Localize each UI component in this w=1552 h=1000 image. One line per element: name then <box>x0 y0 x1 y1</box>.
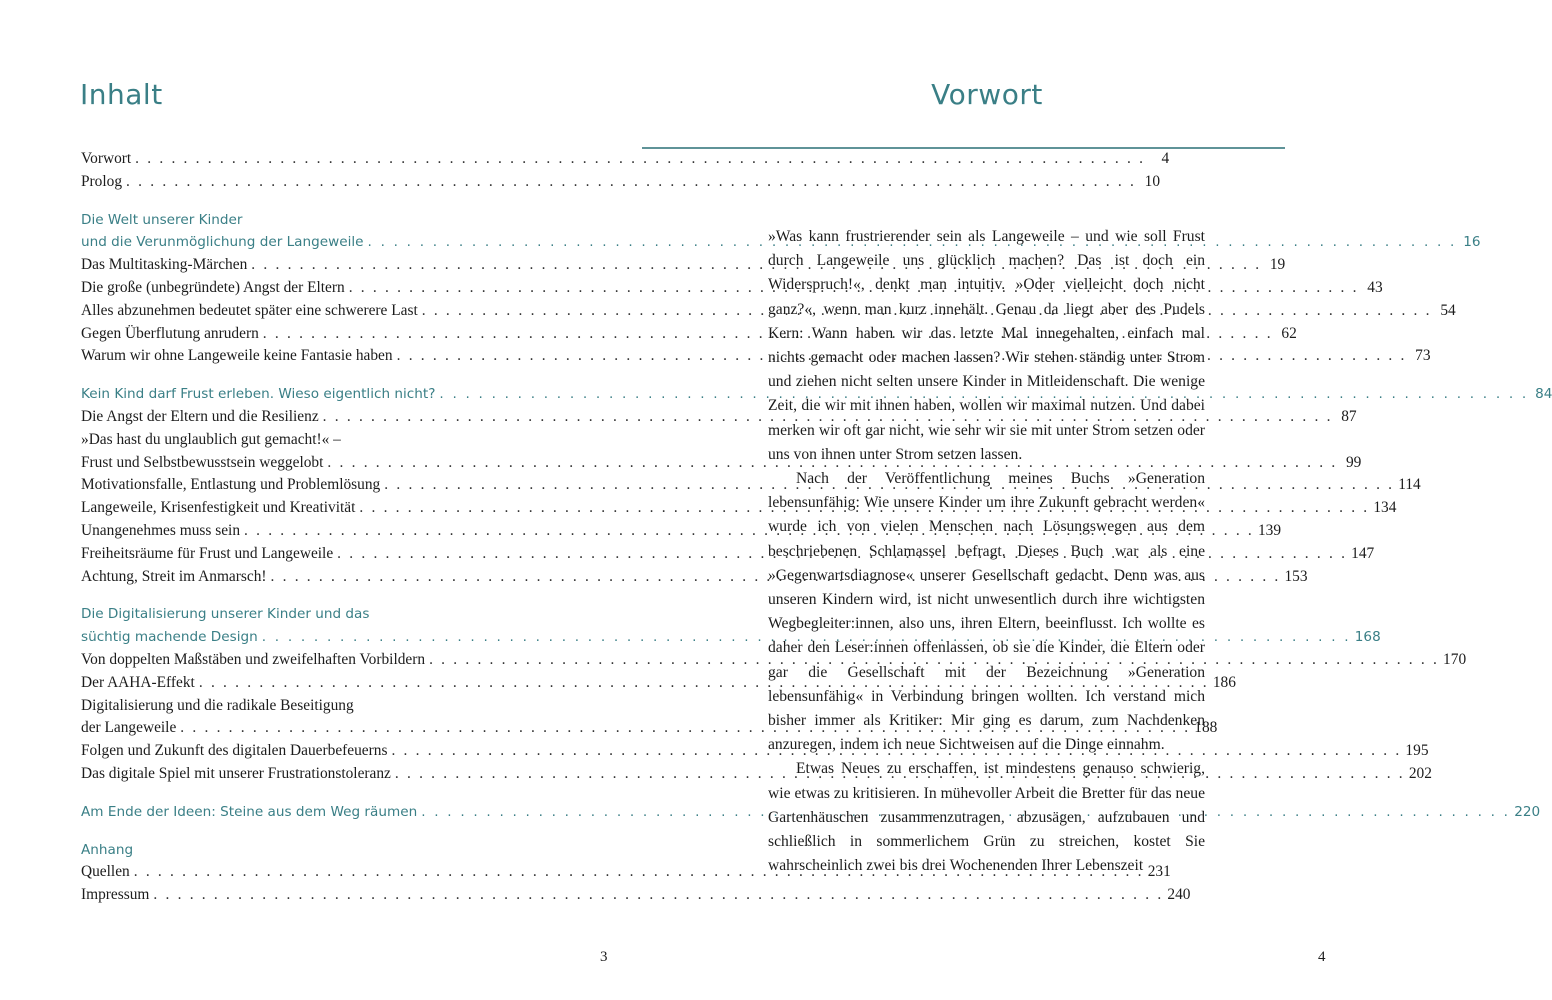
toc-entry <box>81 452 1362 475</box>
toc-entry-label: Alles abzunehmen bedeutet später eine schwerere Last <box>81 301 418 319</box>
toc-page-number: 73 <box>1415 347 1431 365</box>
toc-page-number: 43 <box>1367 278 1383 296</box>
toc-entry <box>81 566 1308 589</box>
toc-entry-line: »Das hast du unglaublich gut gemacht!« – <box>81 430 341 448</box>
toc-entry-label: Die Angst der Eltern und die Resilienz <box>81 407 319 425</box>
toc-entry <box>81 763 1432 786</box>
toc-entry-label: Von doppelten Maßstäben und zweifelhaften Vorbildern <box>81 650 426 668</box>
toc-entry-label: Das digitale Spiel mit unserer Frustrationstoleranz <box>81 764 391 782</box>
toc-entry <box>81 884 1191 907</box>
toc-entry <box>81 345 1431 368</box>
toc-page-number: 19 <box>1269 256 1286 274</box>
toc-chapter-entry <box>81 801 1541 824</box>
toc-page-number: 186 <box>1212 673 1236 691</box>
toc-entry-label: Freiheitsräume für Frust und Langeweile <box>81 544 334 562</box>
toc-entry-label: Prolog <box>81 172 123 190</box>
toc-entry-label: Warum wir ohne Langeweile keine Fantasie haben <box>81 347 393 365</box>
toc-page-number: 99 <box>1345 453 1362 471</box>
toc-entry-label: Kein Kind darf Frust erleben. Wieso eigentlich nicht? <box>81 386 436 403</box>
toc-entry <box>81 474 1421 497</box>
foreword-paragraph: Nach der Veröffentlichung meines Buchs »Generation lebensunfähig: Wie unsere Kinder um ihre Zukunft gebracht werden« wurde ich von vielen Menschen nach Lösungswegen aus dem beschriebenen Schlamassel befragt. Dieses Buch war als eine »Gegenwartsdiagnose« unserer Gesellschaft gedacht. Denn was aus unseren Kindern wird, ist nicht unwesentlich durch ihre wichtigsten Wegbegleiter:innen, also uns, ihren Eltern, beeinflusst. Ich wollte es daher den Leser:innen offenlassen, ob sie die Kinder, die Eltern oder gar die Gesellschaft mit der Bezeichnung »Generation lebensunfähig« in Verbindung bringen wollten. Ich verstand mich bisher immer als Kritiker: Mir ging es darum, zum Nachdenken anzuregen, indem ich neue Sichtweisen auf die Dinge einnahm. <box>768 470 1205 754</box>
toc-page-number: 4 <box>1161 150 1170 167</box>
toc-entry <box>81 497 1397 520</box>
toc-entry-label: Gegen Überflutung anrudern <box>81 324 259 342</box>
toc-entry-label: und die Verunmöglichung der Langeweile <box>81 234 364 251</box>
foreword-title: Vorwort <box>931 78 1043 111</box>
toc-entry <box>81 406 1357 429</box>
toc-entry-label: Die große (unbegründete) Angst der Eltern <box>81 278 345 296</box>
toc-page-number: 188 <box>1194 719 1218 737</box>
toc-page-number: 240 <box>1167 886 1191 904</box>
toc-entry-label: Vorwort <box>81 150 132 167</box>
toc-entry <box>81 649 1467 672</box>
toc-page-number: 16 <box>1463 234 1481 251</box>
toc-entry-label: Motivationsfalle, Entlastung und Problemlösung <box>81 476 381 494</box>
toc-title: Inhalt <box>80 78 163 111</box>
toc-page-number: 168 <box>1354 629 1381 646</box>
toc-chapter-section <box>81 383 1552 588</box>
toc-page-number: 84 <box>1535 386 1552 403</box>
toc-entry-line: Digitalisierung und die radikale Beseitigung <box>81 696 354 714</box>
toc-front-matter <box>81 148 1170 194</box>
toc-page-number: 147 <box>1351 544 1375 562</box>
toc-entry-label: Unangenehmes muss sein <box>81 521 241 539</box>
toc-page-number: 170 <box>1443 650 1467 668</box>
toc-entry <box>81 171 1161 194</box>
toc-entry <box>81 717 1218 740</box>
toc-entry-label: der Langeweile <box>81 719 177 737</box>
toc-entry <box>81 148 1170 171</box>
toc-page-number: 10 <box>1144 172 1161 190</box>
toc-page-number: 220 <box>1514 803 1541 820</box>
toc-page-number: 134 <box>1373 499 1397 517</box>
toc-entry <box>81 740 1429 763</box>
toc-page-number: 231 <box>1147 863 1171 881</box>
page-number-right: 4 <box>1318 949 1326 965</box>
toc-entry <box>81 300 1456 323</box>
header-rule <box>642 147 1285 149</box>
toc-page-number: 87 <box>1341 407 1357 425</box>
foreword-paragraph: Etwas Neues zu erschaffen, ist mindestens genauso schwierig, wie etwas zu kritisieren. In mühevoller Arbeit die Bretter für das neue Gartenhäuschen zusammenzutragen, abzusägen, aufzubauen und schließlich in sommerlichem Grün zu streichen, kostet Sie wahrscheinlich zwei bis drei Wochenenden Ihrer Lebenszeit <box>768 760 1205 875</box>
toc-entry <box>81 254 1286 277</box>
foreword-body <box>768 225 1205 878</box>
foreword-paragraph: »Was kann frustrierender sein als Langeweile – und wie soll Frust durch Langeweile uns glücklich machen? Das ist doch ein Widerspruch!«, denkt man intuitiv. »Oder vielleicht doch nicht ganz?«, wenn man kurz innehält. Genau da liegt aber des Pudels Kern: Wann haben wir das letzte Mal innegehalten, einfach mal nichts gemacht oder machen lassen? Wir stehen ständig unter Strom und ziehen nicht selten unsere Kinder in Mitleidenschaft. Die wenige Zeit, die wir mit ihnen haben, wollen wir maximal nutzen. Und dabei merken wir oft gar nicht, wie sehr wir sie mit unter Strom setzen oder uns von ihnen unter Strom setzen lassen. <box>768 228 1205 463</box>
toc-page-number: 153 <box>1284 567 1308 585</box>
toc-page-number: 202 <box>1408 764 1432 782</box>
toc-entry-label: Der AAHA-Effekt <box>81 673 195 691</box>
toc-entry-label: Frust und Selbstbewusstsein weggelobt <box>81 453 324 471</box>
toc-chapter-title-line: Anhang <box>81 841 134 858</box>
toc-entry <box>81 672 1236 695</box>
toc-entry <box>81 861 1171 884</box>
toc-entry-label: süchtig machende Design <box>81 629 258 646</box>
toc-entry-label: Quellen <box>81 863 130 881</box>
page-number-left: 3 <box>600 949 608 965</box>
toc-entry <box>81 323 1297 346</box>
toc-page-number: 139 <box>1257 521 1282 539</box>
toc-chapter-entry <box>81 383 1552 406</box>
toc-chapter-title-line: Die Welt unserer Kinder <box>81 211 243 228</box>
toc-chapter-title-line: Die Digitalisierung unserer Kinder und das <box>81 606 370 623</box>
toc-entry <box>81 520 1282 543</box>
toc-chapter-section <box>81 839 1191 907</box>
toc-entry-label: Am Ende der Ideen: Steine aus dem Weg räumen <box>81 803 418 820</box>
toc-chapter-entry <box>81 626 1381 649</box>
toc-page-number: 54 <box>1440 301 1456 319</box>
toc-entry <box>81 277 1383 300</box>
toc-page-number: 195 <box>1405 742 1429 760</box>
toc-chapter-entry <box>81 231 1481 254</box>
toc-chapter-section <box>81 801 1541 824</box>
toc-entry-label: Das Multitasking-Märchen <box>81 256 248 274</box>
toc-page-number: 114 <box>1398 476 1421 494</box>
toc-entry-label: Langeweile, Krisenfestigkeit und Kreativität <box>81 499 356 517</box>
toc-page-number: 62 <box>1281 324 1297 342</box>
toc-entry-label: Impressum <box>81 886 150 904</box>
toc-entry-label: Folgen und Zukunft des digitalen Dauerbefeuerns <box>81 742 388 760</box>
toc-entry <box>81 543 1375 566</box>
toc-entry-label: Achtung, Streit im Anmarsch! <box>81 567 267 585</box>
